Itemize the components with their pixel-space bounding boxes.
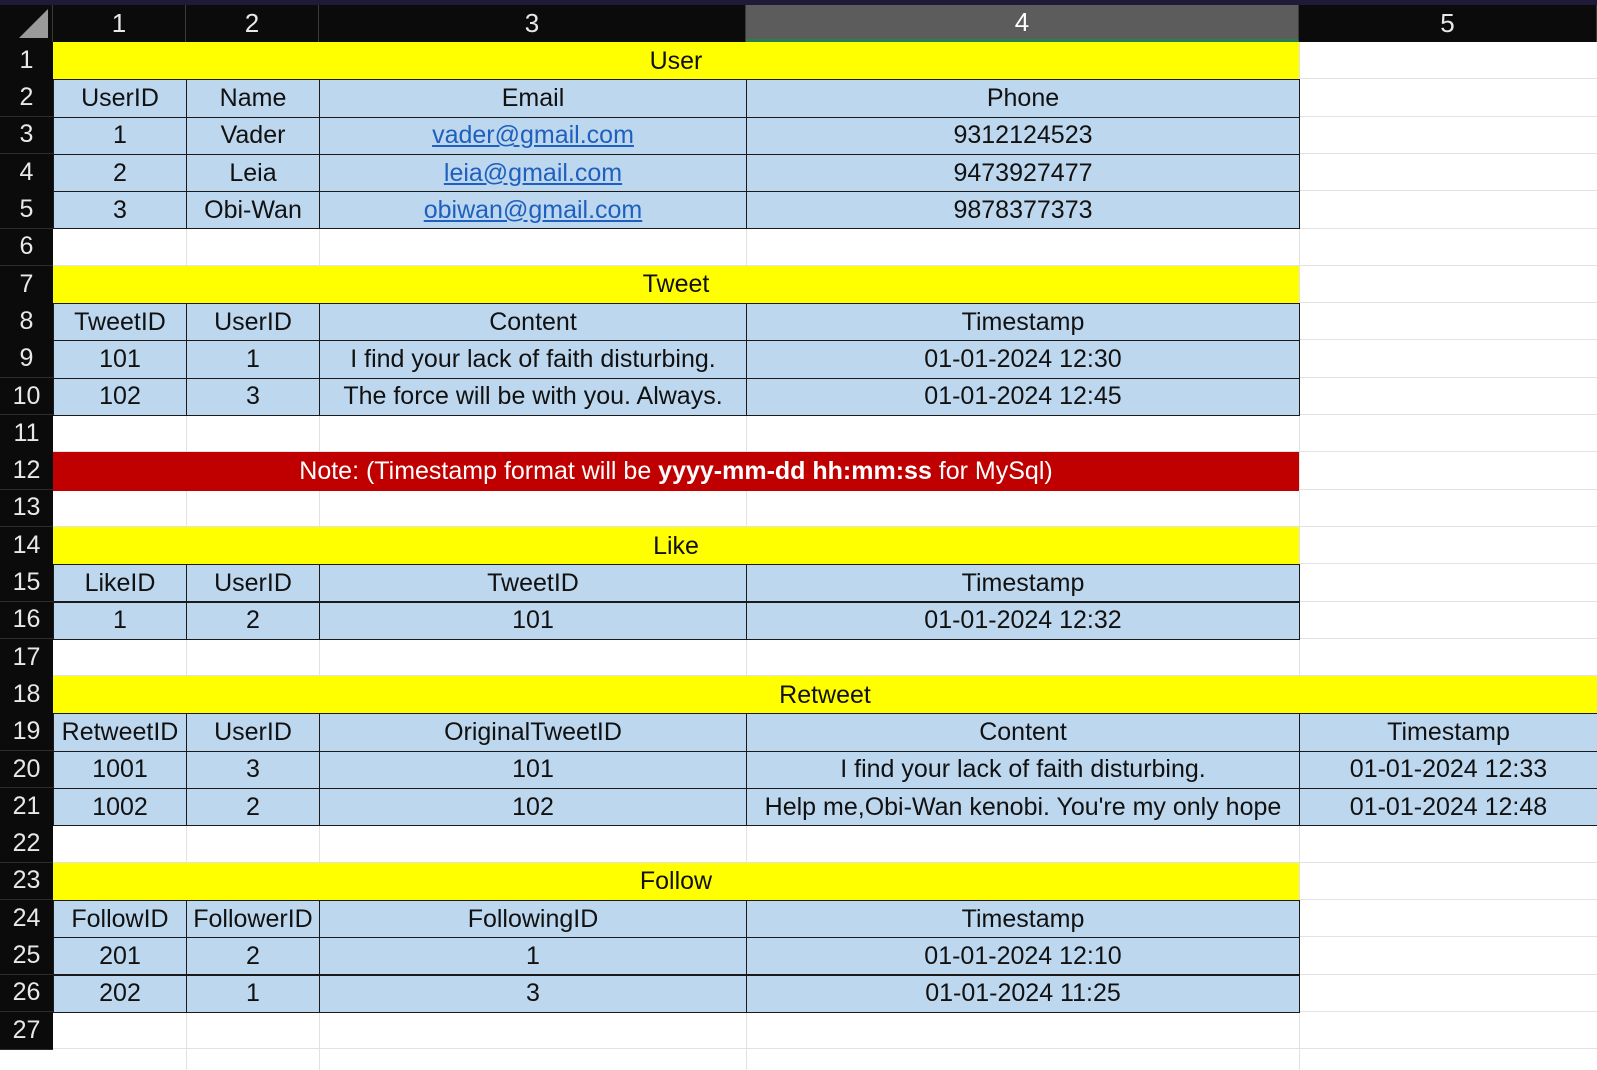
- like-cell[interactable]: 101: [319, 602, 747, 640]
- row-header-11[interactable]: 11: [0, 415, 53, 453]
- tweet-cell[interactable]: 01-01-2024 12:30: [746, 340, 1300, 378]
- row-header-4[interactable]: 4: [0, 154, 53, 192]
- row-header-5[interactable]: 5: [0, 191, 53, 229]
- tweet-cell[interactable]: I find your lack of faith disturbing.: [319, 340, 747, 378]
- follow-table-title[interactable]: Follow: [53, 863, 1299, 901]
- note-format-bold: yyyy-mm-dd hh:mm:ss: [658, 456, 932, 485]
- tweet-header-userid[interactable]: UserID: [186, 303, 320, 341]
- user-cell[interactable]: 1: [53, 117, 187, 155]
- select-all-triangle-icon: [0, 5, 53, 42]
- column-header-3[interactable]: 3: [319, 5, 746, 42]
- row-header-26[interactable]: 26: [0, 975, 53, 1013]
- retweet-cell[interactable]: 2: [186, 788, 320, 826]
- user-cell[interactable]: 2: [53, 154, 187, 192]
- retweet-header-timestamp[interactable]: Timestamp: [1299, 713, 1597, 751]
- like-header-likeid[interactable]: LikeID: [53, 564, 187, 602]
- follow-cell[interactable]: 01-01-2024 12:10: [746, 937, 1300, 975]
- tweet-header-content[interactable]: Content: [319, 303, 747, 341]
- row-header-18[interactable]: 18: [0, 676, 53, 714]
- row-header-22[interactable]: 22: [0, 825, 53, 863]
- retweet-cell[interactable]: 1002: [53, 788, 187, 826]
- user-header-email[interactable]: Email: [319, 79, 747, 117]
- row-header-2[interactable]: 2: [0, 79, 53, 117]
- follow-cell[interactable]: 201: [53, 937, 187, 975]
- user-header-name[interactable]: Name: [186, 79, 320, 117]
- note-suffix: for MySql): [931, 456, 1053, 485]
- row-header-23[interactable]: 23: [0, 863, 53, 901]
- user-cell[interactable]: 3: [53, 191, 187, 229]
- user-cell[interactable]: [319, 154, 747, 192]
- retweet-header-originaltweetid[interactable]: OriginalTweetID: [319, 713, 747, 751]
- email-link[interactable]: leia@gmail.com: [443, 158, 623, 187]
- follow-header-followerid[interactable]: FollowerID: [186, 900, 320, 938]
- email-link[interactable]: vader@gmail.com: [432, 121, 634, 150]
- user-cell[interactable]: Obi-Wan: [186, 191, 320, 229]
- tweet-table-title[interactable]: Tweet: [53, 266, 1299, 304]
- tweet-header-timestamp[interactable]: Timestamp: [746, 303, 1300, 341]
- row-header-13[interactable]: 13: [0, 490, 53, 528]
- follow-cell[interactable]: 202: [53, 975, 187, 1013]
- follow-cell[interactable]: 1: [186, 975, 320, 1013]
- row-header-8[interactable]: 8: [0, 303, 53, 341]
- retweet-cell[interactable]: 102: [319, 788, 747, 826]
- retweet-cell[interactable]: 01-01-2024 12:33: [1299, 751, 1597, 789]
- tweet-cell[interactable]: 1: [186, 340, 320, 378]
- tweet-cell[interactable]: 3: [186, 378, 320, 416]
- gridline-horizontal: [53, 1048, 1597, 1049]
- column-header-4[interactable]: 4: [746, 5, 1299, 42]
- row-header-25[interactable]: 25: [0, 937, 53, 975]
- retweet-cell[interactable]: 1001: [53, 751, 187, 789]
- select-all-corner[interactable]: [0, 5, 53, 42]
- note-prefix: Note: (Timestamp format will be: [299, 456, 659, 485]
- retweet-cell[interactable]: 3: [186, 751, 320, 789]
- retweet-header-retweetid[interactable]: RetweetID: [53, 713, 187, 751]
- row-header-6[interactable]: 6: [0, 229, 53, 267]
- row-header-21[interactable]: 21: [0, 788, 53, 826]
- row-header-7[interactable]: 7: [0, 266, 53, 304]
- like-cell[interactable]: 1: [53, 602, 187, 640]
- retweet-header-userid[interactable]: UserID: [186, 713, 320, 751]
- tweet-cell[interactable]: 101: [53, 340, 187, 378]
- user-cell[interactable]: [319, 191, 747, 229]
- tweet-cell[interactable]: 01-01-2024 12:45: [746, 378, 1300, 416]
- row-header-24[interactable]: 24: [0, 900, 53, 938]
- retweet-cell[interactable]: 01-01-2024 12:48: [1299, 788, 1597, 826]
- like-header-tweetid[interactable]: TweetID: [319, 564, 747, 602]
- retweet-cell[interactable]: 101: [319, 751, 747, 789]
- user-cell[interactable]: 9312124523: [746, 117, 1300, 155]
- follow-cell[interactable]: 2: [186, 937, 320, 975]
- row-header-14[interactable]: 14: [0, 527, 53, 565]
- row-header-9[interactable]: 9: [0, 340, 53, 378]
- user-cell[interactable]: 9878377373: [746, 191, 1300, 229]
- follow-header-followid[interactable]: FollowID: [53, 900, 187, 938]
- tweet-cell[interactable]: 102: [53, 378, 187, 416]
- row-header-3[interactable]: 3: [0, 117, 53, 155]
- email-link[interactable]: obiwan@gmail.com: [423, 195, 643, 224]
- row-header-15[interactable]: 15: [0, 564, 53, 602]
- retweet-cell[interactable]: Help me,Obi-Wan kenobi. You're my only hope: [746, 788, 1300, 826]
- like-header-timestamp[interactable]: Timestamp: [746, 564, 1300, 602]
- column-header-2[interactable]: 2: [186, 5, 319, 42]
- tweet-cell[interactable]: The force will be with you. Always.: [319, 378, 747, 416]
- follow-header-followingid[interactable]: FollowingID: [319, 900, 747, 938]
- column-header-1[interactable]: 1: [53, 5, 186, 42]
- like-table-title[interactable]: Like: [53, 527, 1299, 565]
- row-header-10[interactable]: 10: [0, 378, 53, 416]
- like-header-userid[interactable]: UserID: [186, 564, 320, 602]
- row-header-16[interactable]: 16: [0, 602, 53, 640]
- row-header-19[interactable]: 19: [0, 713, 53, 751]
- row-header-20[interactable]: 20: [0, 751, 53, 789]
- retweet-table-title[interactable]: Retweet: [53, 676, 1597, 714]
- tweet-header-tweetid[interactable]: TweetID: [53, 303, 187, 341]
- follow-cell[interactable]: 1: [319, 937, 747, 975]
- column-header-5[interactable]: 5: [1299, 5, 1597, 42]
- row-header-12[interactable]: 12: [0, 452, 53, 490]
- row-header-27[interactable]: 27: [0, 1012, 53, 1050]
- retweet-header-content[interactable]: Content: [746, 713, 1300, 751]
- row-header-1[interactable]: 1: [0, 42, 53, 80]
- user-cell[interactable]: 9473927477: [746, 154, 1300, 192]
- user-cell[interactable]: Vader: [186, 117, 320, 155]
- follow-cell[interactable]: 01-01-2024 11:25: [746, 975, 1300, 1013]
- row-header-17[interactable]: 17: [0, 639, 53, 677]
- user-cell[interactable]: Leia: [186, 154, 320, 192]
- like-cell[interactable]: 2: [186, 602, 320, 640]
- timestamp-format-note[interactable]: [53, 452, 1299, 490]
- user-cell[interactable]: [319, 117, 747, 155]
- retweet-cell[interactable]: I find your lack of faith disturbing.: [746, 751, 1300, 789]
- user-header-userid[interactable]: UserID: [53, 79, 187, 117]
- user-table-title[interactable]: User: [53, 42, 1299, 80]
- follow-header-timestamp[interactable]: Timestamp: [746, 900, 1300, 938]
- like-cell[interactable]: 01-01-2024 12:32: [746, 602, 1300, 640]
- follow-cell[interactable]: 3: [319, 975, 747, 1013]
- user-header-phone[interactable]: Phone: [746, 79, 1300, 117]
